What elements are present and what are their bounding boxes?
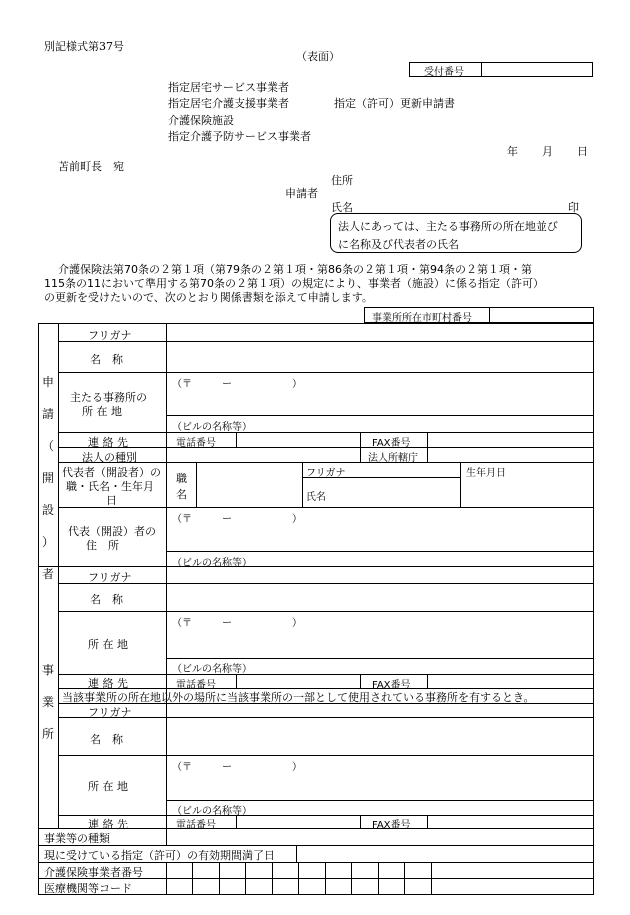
hl [166, 658, 594, 659]
seal-mark: 印 [568, 201, 579, 214]
rep-label-2: 職・氏名・生年月 [66, 480, 154, 493]
hl [58, 583, 594, 584]
rep-address-label-1: 代表（開設）者の [68, 525, 156, 538]
receipt-label: 受付番号 [424, 67, 464, 78]
vl [460, 462, 461, 507]
branch-postal: （〒 ー ） [172, 762, 302, 773]
hl [166, 800, 594, 801]
branch-address-label: 所 在 地 [88, 780, 128, 793]
position-label-2: 名 [176, 488, 187, 501]
vl [236, 432, 237, 447]
corp-type-label: 法人の種別 [82, 451, 137, 464]
vl [360, 815, 361, 828]
rep-postal: （〒 ー ） [172, 514, 302, 525]
note-line-2: に名称及び代表者の氏名 [338, 238, 459, 251]
hl [38, 845, 594, 846]
branch-building: （ビルの名称等） [172, 806, 252, 817]
business-type-2: 指定居宅介護支援事業者 [168, 97, 289, 110]
applicant-fax-label: FAX番号 [372, 438, 411, 449]
rep-address-label-2: 住 所 [86, 539, 119, 552]
office-postal: （〒 ー ） [172, 618, 302, 629]
applicant-vertical-label: 申 請 （ 開 設 ） 者 [41, 375, 54, 581]
hl [58, 341, 594, 342]
vl [236, 674, 237, 688]
col-sep-label [166, 323, 167, 828]
muni-label: 事業所所在市町村番号 [372, 313, 472, 324]
rep-furigana-label: フリガナ [306, 468, 346, 479]
hl-section [38, 566, 594, 567]
vl [296, 845, 297, 862]
form-number: 別記様式第37号 [44, 40, 124, 53]
muni-divider [489, 307, 490, 323]
office-furigana-label: フリガナ [88, 571, 132, 584]
applicant-building: （ビルの名称等） [172, 422, 252, 433]
note-line-1: 法人にあっては、主たる事務所の所在地並び [338, 220, 558, 233]
vl [427, 432, 428, 462]
hl [58, 372, 594, 373]
business-kind-label: 事業等の種類 [44, 832, 110, 845]
main-office-label-1: 主たる事務所の [70, 391, 147, 404]
office-contact-label: 連 絡 先 [88, 677, 128, 690]
business-type-1: 指定居宅サービス事業者 [168, 81, 289, 94]
hl [58, 432, 594, 433]
jurisdiction-label: 法人所轄庁 [368, 453, 418, 464]
side-label: （表面） [296, 50, 340, 63]
applicant-name-label: 名 称 [90, 353, 123, 366]
applicant-phone-label: 電話番号 [176, 438, 216, 449]
hl [58, 462, 594, 463]
vl [360, 432, 361, 462]
doc-title: 指定（許可）更新申請書 [334, 97, 455, 110]
applicant-postal: （〒 ー ） [172, 379, 302, 390]
date-year: 年 [507, 145, 518, 158]
position-label-1: 職 [176, 472, 187, 485]
branch-name-label: 名 称 [90, 733, 123, 746]
address-label: 住所 [331, 174, 353, 187]
applicant-furigana-label: フリガナ [88, 329, 132, 342]
hl [58, 815, 594, 816]
hl [58, 755, 594, 756]
date-month: 月 [542, 145, 553, 158]
branch-contact-label: 連 絡 先 [88, 818, 128, 831]
body-line-2: 115条の11において準用する第70条の２第１項）の規定により、事業者（施設）に係る指定（許可） [44, 277, 544, 290]
hl [58, 507, 594, 508]
main-office-label-2: 所 在 地 [82, 405, 122, 418]
office-phone-label: 電話番号 [176, 680, 216, 691]
business-type-4: 指定介護予防サービス事業者 [168, 130, 311, 143]
hl [166, 415, 594, 416]
office-vertical-label: 事 業 所 [41, 663, 54, 741]
vl [360, 674, 361, 688]
branch-note: 当該事業所の所在地以外の場所に当該事業所の一部として使用されている事務所を有するとき。 [62, 691, 535, 704]
medical-code-label: 医療機関等コード [44, 882, 132, 895]
receipt-divider [481, 62, 482, 77]
rep-label-1: 代表者（開設者）の [62, 466, 161, 479]
business-type-3: 介護保険施設 [168, 114, 234, 127]
hl [58, 674, 594, 675]
vl [196, 462, 197, 507]
name-label: 氏名 [331, 201, 353, 214]
rep-label-3: 日 [106, 494, 117, 507]
branch-furigana-label: フリガナ [88, 706, 132, 719]
branch-phone-label: 電話番号 [176, 820, 216, 831]
body-line-1: 介護保険法第70条の２第１項（第79条の２第１項・第86条の２第１項・第94条の２第１項・第 [58, 263, 532, 276]
vl [166, 828, 167, 845]
hl [58, 611, 594, 612]
rep-name-label: 氏名 [306, 492, 326, 503]
vl [302, 462, 303, 507]
validity-label: 現に受けている指定（許可）の有効期間満了日 [44, 849, 275, 862]
hl [166, 551, 594, 552]
body-line-3: の更新を受けたいので、次のとおり関係書類を添えて申請します。 [44, 291, 373, 304]
branch-fax-label: FAX番号 [372, 820, 411, 831]
office-address-label: 所 在 地 [88, 638, 128, 651]
addressee: 苫前町長 宛 [58, 160, 124, 173]
applicant-contact-label: 連 絡 先 [88, 436, 128, 449]
insurer-number-label: 介護保険事業者番号 [44, 866, 143, 879]
rep-building: （ビルの名称等） [172, 558, 252, 569]
date-day: 日 [577, 145, 588, 158]
office-building: （ビルの名称等） [172, 664, 252, 675]
col-sep-vertical [58, 323, 59, 828]
office-fax-label: FAX番号 [372, 680, 411, 691]
hl [58, 447, 594, 448]
hl [58, 717, 594, 718]
applicant-label: 申請者 [285, 187, 318, 200]
birth-label: 生年月日 [466, 468, 506, 479]
office-name-label: 名 称 [90, 593, 123, 606]
vl [427, 674, 428, 688]
vl [427, 815, 428, 828]
